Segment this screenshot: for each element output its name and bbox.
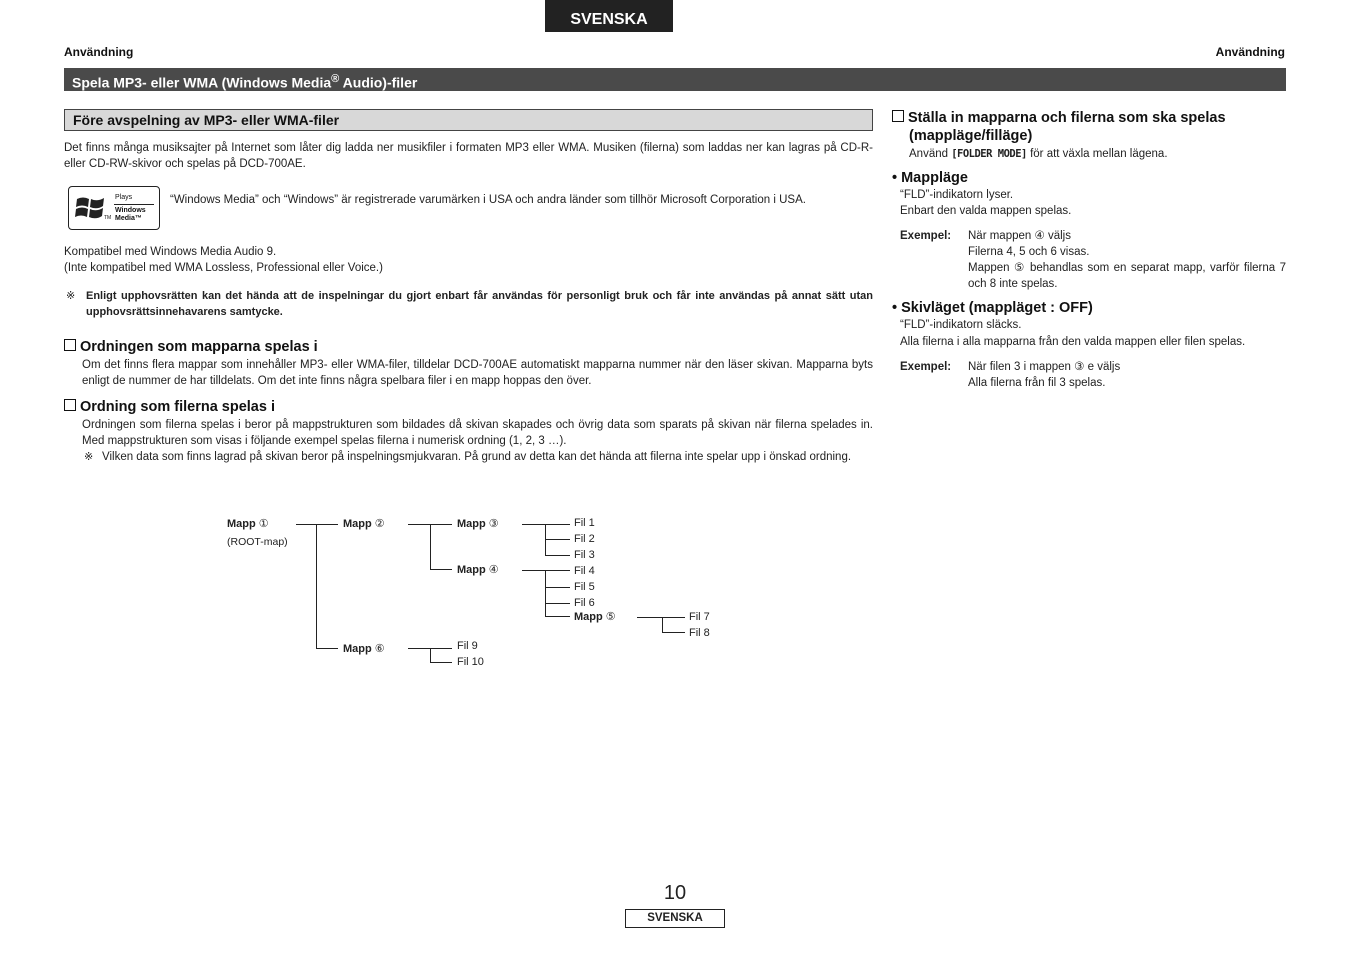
section-title-part1: Spela MP3- eller WMA (Windows Media [72,74,332,91]
tree-file-1: Fil 1 [574,517,595,529]
windows-flag-icon [75,193,107,223]
page-number: 10 [663,882,687,904]
tree-file-8: Fil 8 [689,627,710,639]
tree-folder-3: Mapp ③ [457,518,499,530]
tree-folder-5: Mapp ⑤ [574,611,616,623]
logo-plays: Plays [115,194,133,201]
language-tab: SVENSKA [545,0,673,32]
example-1-line-2: Filerna 4, 5 och 6 visas. [968,246,1090,258]
folder-order-text: Om det finns flera mappar som innehåller MP3- eller WMA-filer, tilldelar DCD-700AE automatiskt mapparna nummer när den läser skivan. Mapparna byts enligt de nummer de har tilldelats. Om det inte finns några spelbara filer i en mapp hoppas den över. [82,359,873,387]
running-header-left: Användning [64,45,134,59]
note-mark: ※ [66,290,76,302]
tree-file-6: Fil 6 [574,597,595,609]
disc-mode-line-1: “FLD”-indikatorn släcks. [900,319,1022,331]
tree-file-7: Fil 7 [689,611,710,623]
tree-file-4: Fil 4 [574,565,595,577]
folder-mode-key: [FOLDER MODE] [951,148,1027,160]
checkbox-square-icon [64,399,76,411]
disc-mode-title: • Skivläget (mappläget : OFF) [892,300,1093,316]
file-order-text: Ordningen som filerna spelas i beror på mappstrukturen som bildades då skivan skapades och övrig data som sparats på skivan när filerna spelades in. Med mappstrukturen som visas i följande exempel spelas filerna i numerisk ordning (1, 2, 3 …). [82,419,873,447]
folder-mode-line-1: “FLD”-indikatorn lyser. [900,189,1014,201]
example-2-line-1: När filen 3 i mappen ③ e väljs [968,361,1121,373]
file-order-note: Vilken data som finns lagrad på skivan beror på inspelningsmjukvaran. På grund av detta kan det hända att filerna inte spelar upp i önskad ordning. [102,451,852,463]
compatibility-line-2: (Inte kompatibel med WMA Lossless, Professional eller Voice.) [64,262,383,274]
tree-folder-4: Mapp ④ [457,564,499,576]
note-mark: ※ [84,451,94,463]
logo-windows: Windows [115,207,146,214]
tree-file-10: Fil 10 [457,656,484,668]
footer-language-tab: SVENSKA [625,909,725,928]
compatibility-line-1: Kompatibel med Windows Media Audio 9. [64,246,277,258]
logo-media: Media™ [115,215,142,222]
tree-file-5: Fil 5 [574,581,595,593]
copyright-note: Enligt upphovsrätten kan det hända att de inspelningar du gjort enbart får användas för personligt bruk och får inte användas på annat sätt utan upphovsrättsinnehavarens samtycke. [86,290,873,318]
heading-file-order: Ordning som filerna spelas i [64,399,275,415]
tree-file-2: Fil 2 [574,533,595,545]
checkbox-square-icon [64,339,76,351]
mode-instruction: Använd [FOLDER MODE] för att växla mellan lägena. [909,148,1168,160]
windows-media-logo [68,186,160,230]
example-2-line-2: Alla filerna från fil 3 spelas. [968,377,1106,389]
tree-file-9: Fil 9 [457,640,478,652]
section-title-part2: Audio)-filer [339,74,418,91]
logo-tm: TM [104,215,112,221]
intro-paragraph: Det finns många musiksajter på Internet som låter dig ladda ner musikfiler i formaten MP3 eller WMA. Musiken (filerna) som laddas ner kan lagras på CD-R- eller CD-RW-skivor och spelas på DCD-700AE. [64,142,873,170]
example-label-2: Exempel: [900,361,952,373]
tree-folder-6: Mapp ⑥ [343,643,385,655]
example-label-1: Exempel: [900,230,952,242]
tree-folder-1: Mapp ① [227,518,269,530]
running-header-right: Användning [1215,45,1285,59]
disc-mode-line-2: Alla filerna i alla mapparna från den valda mappen eller filen spelas. [900,336,1246,348]
heading-folder-order: Ordningen som mapparna spelas i [64,339,318,355]
example-1-line-1: När mappen ④ väljs [968,230,1071,242]
tree-file-3: Fil 3 [574,549,595,561]
tree-root-label: (ROOT-map) [227,536,288,548]
checkbox-square-icon [892,110,904,122]
folder-mode-line-2: Enbart den valda mappen spelas. [900,205,1072,217]
registered-mark: ® [331,73,340,85]
section-title-bar [64,68,1286,91]
trademark-text: “Windows Media” och “Windows” är registrerade varumärken i USA och andra länder som tillhör Microsoft Corporation i USA. [170,194,806,206]
heading-folder-file-mode: Ställa in mapparna och filerna som ska spelas (mappläge/filläge) [892,109,1286,145]
example-1-line-3: Mappen ⑤ behandlas som en separat mapp, varför filerna 7 och 8 inte spelas. [968,262,1286,290]
folder-mode-title: • Mappläge [892,170,968,186]
subsection-bar: Före avspelning av MP3- eller WMA-filer [64,109,873,131]
tree-folder-2: Mapp ② [343,518,385,530]
